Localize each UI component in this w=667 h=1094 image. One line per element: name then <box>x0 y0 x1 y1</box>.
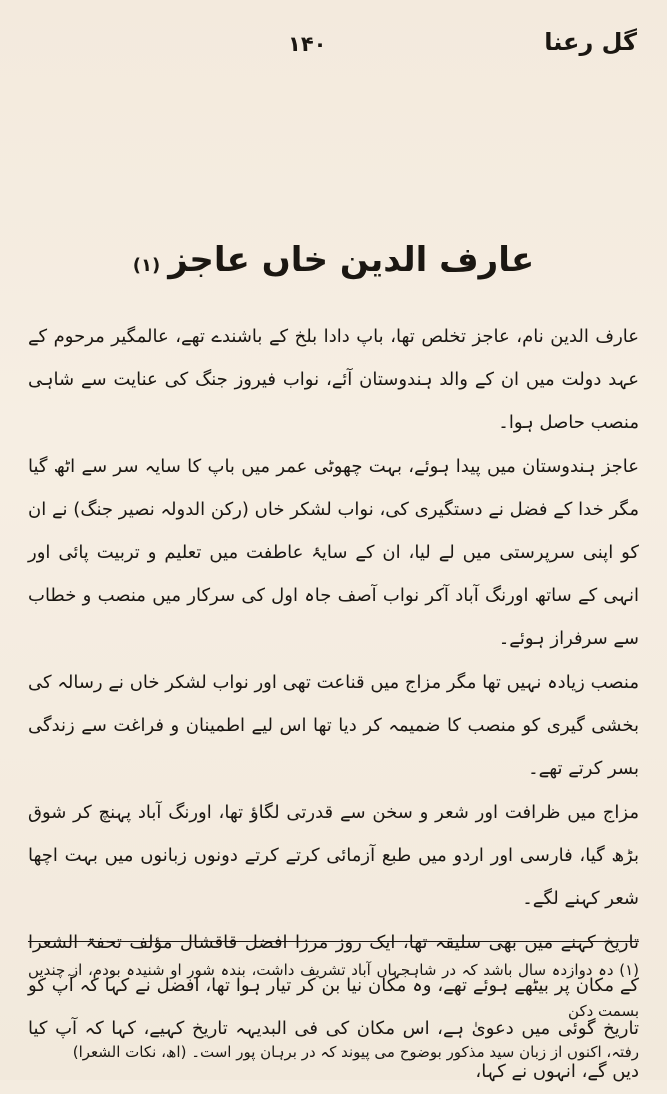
paragraph: عاجز ہندوستان میں پیدا ہوئے، بہت چھوٹی عمر میں باپ کا سایہ سر سے اٹھ گیا مگر خدا کے فضل نے دستگیری کی، نواب لشکر خاں (رکن الدولہ نصیر جنگ) نے ان کو اپنی سرپرستی میں لے لیا، ان کے سایۂ عاطفت میں تعلیم و تربیت پائی اور انہی کے ساتھ اورنگ آباد آکر نواب آصف جاہ اول کی سرکار میں منصب و خطاب سے سرفراز ہوئے۔ <box>28 456 639 649</box>
paragraph: مزاج میں ظرافت اور شعر و سخن سے قدرتی لگاؤ تھا، اورنگ آباد پہنچ کر شوق بڑھ گیا، فارسی اور اردو میں طبع آزمائی کرتے کرتے دونوں زبانوں میں بہت اچھا شعر کہنے لگے۔ <box>28 802 639 909</box>
footnote-line: رفتہ، اکنوں از زبان سید مذکور بوضوح می پیوند کہ در برہان پور است۔ (اھ، نکات الشعرا) <box>72 1043 639 1061</box>
page-header <box>30 28 637 68</box>
footnote-divider <box>28 941 639 942</box>
page-number: ۱۴۰ <box>288 32 327 56</box>
paragraph: تاریخ کہنے میں بھی سلیقہ تھا، ایک روز مرزا افضل قاقشال مؤلف تحفۃ الشعرا کے مکان پر بیٹھے ہوئے تھے، وہ مکان نیا بن کر تیار ہوا تھا، افضل نے کہا کہ آپ کو تاریخ گوئی میں دعویٰ ہے، اس مکان کی فی البدیہہ تاریخ کہیے، کہا کہ آپ کیا دیں گے، انہوں نے کہا، <box>28 932 639 1082</box>
running-title: گل رعنا <box>544 28 637 56</box>
title-footnote-marker: (۱) <box>132 255 161 276</box>
chapter-title: عارف الدین خاں عاجز <box>168 240 535 280</box>
chapter-title-block <box>0 240 667 280</box>
footnote-line: (۱) دہ دوازدہ سال باشد کہ در شاہجہاں آباد تشریف داشت، بندہ شور او شنیدہ بودم، از چندیں بسمت دکن <box>28 961 639 1020</box>
paragraph: منصب زیادہ نہیں تھا مگر مزاج میں قناعت تھی اور نواب لشکر خاں نے رسالہ کی بخشی گیری کو منصب کا ضمیمہ کر دیا تھا اس لیے اطمینان و فراغت سے زندگی بسر کرتے تھے۔ <box>28 672 639 779</box>
footnotes <box>28 950 639 1073</box>
paragraph: عارف الدین نام، عاجز تخلص تھا، باپ دادا بلخ کے باشندے تھے، عالمگیر مرحوم کے عہد دولت میں ان کے والد ہندوستان آئے، نواب فیروز جنگ کی عنایت سے شاہی منصب حاصل ہوا۔ <box>28 326 639 433</box>
